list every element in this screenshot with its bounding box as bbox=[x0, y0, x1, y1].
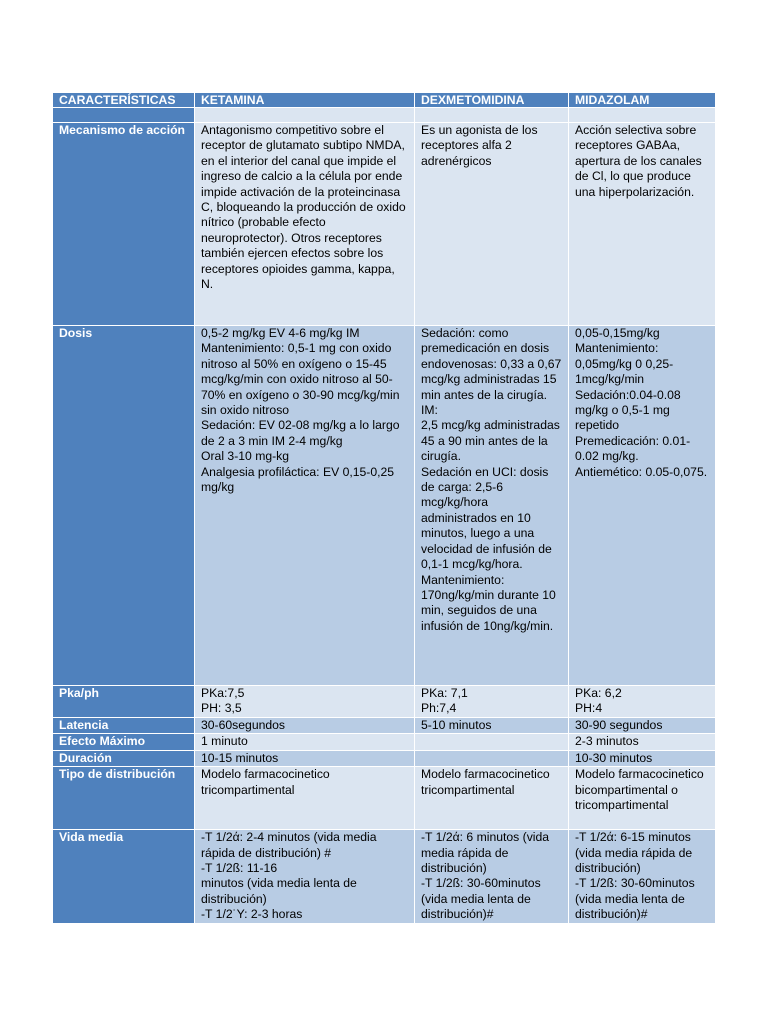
cell-midazolam: Acción selectiva sobre receptores GABAa, apertura de los canales de Cl, lo que produce una hiperpolarización. bbox=[569, 123, 716, 326]
cell-dexmetomidina bbox=[415, 734, 569, 750]
cell-ketamina: Antagonismo competitivo sobre el receptor de glutamato subtipo NMDA, en el interior del canal que impide el ingreso de calcio a la célula por ende impide activación de la proteincinasa C, bloqueando la producción de oxido nítrico (probable efecto neuroprotector). Otros receptores también ejercen efectos sobre los receptores opioides gamma, kappa, N. bbox=[195, 123, 415, 326]
table-row-tipo-distribucion bbox=[53, 767, 716, 830]
row-label: Mecanismo de acción bbox=[53, 123, 195, 326]
cell-midazolam: PKa: 6,2 PH:4 bbox=[569, 686, 716, 718]
cell-ketamina: 10-15 minutos bbox=[195, 750, 415, 766]
row-label: Pka/ph bbox=[53, 686, 195, 718]
cell-midazolam: 10-30 minutos bbox=[569, 750, 716, 766]
cell-dexmetomidina bbox=[415, 108, 569, 123]
row-label: Dosis bbox=[53, 326, 195, 686]
cell-ketamina: 0,5-2 mg/kg EV 4-6 mg/kg IM Mantenimiento: 0,5-1 mg con oxido nitroso al 50% en oxígeno o 15-45 mcg/kg/min con oxido nitroso al 50-70% en oxígeno o 30-90 mcg/kg/min sin oxido nitroso Sedación: EV 02-08 mg/kg a lo largo de 2 a 3 min IM 2-4 mg/kg Oral 3-10 mg-kg Analgesia profiláctica: EV 0,15-0,25 mg/kg bbox=[195, 326, 415, 686]
table-row-vida-media bbox=[53, 830, 716, 924]
table-row-latencia bbox=[53, 718, 716, 734]
cell-dexmetomidina: Es un agonista de los receptores alfa 2 adrenérgicos bbox=[415, 123, 569, 326]
table-row-dosis bbox=[53, 326, 716, 686]
row-label bbox=[53, 108, 195, 123]
header-caracteristicas: CARACTERÍSTICAS bbox=[53, 93, 195, 108]
table-row-duracion bbox=[53, 750, 716, 766]
header-midazolam: MIDAZOLAM bbox=[569, 93, 716, 108]
row-label: Tipo de distribución bbox=[53, 767, 195, 830]
cell-dexmetomidina: Sedación: como premedicación en dosis endovenosas: 0,33 a 0,67 mcg/kg administradas 15 min antes de la cirugía. IM: 2,5 mcg/kg administradas 45 a 90 min antes de la cirugía. Sedación en UCI: dosis de carga: 2,5-6 mcg/kg/hora administrados en 10 minutos, luego a una velocidad de infusión de 0,1-1 mcg/kg/hora. Mantenimiento: 170ng/kg/min durante 10 min, seguidos de una infusión de 10ng/kg/min. bbox=[415, 326, 569, 686]
row-label: Duración bbox=[53, 750, 195, 766]
header-ketamina: KETAMINA bbox=[195, 93, 415, 108]
row-label: Latencia bbox=[53, 718, 195, 734]
cell-midazolam: 2-3 minutos bbox=[569, 734, 716, 750]
cell-ketamina: 1 minuto bbox=[195, 734, 415, 750]
cell-midazolam: Modelo farmacocinetico bicompartimental o tricompartimental bbox=[569, 767, 716, 830]
cell-ketamina: 30-60segundos bbox=[195, 718, 415, 734]
table-row-efecto-maximo bbox=[53, 734, 716, 750]
table-row-pka bbox=[53, 686, 716, 718]
cell-dexmetomidina: PKa: 7,1 Ph:7,4 bbox=[415, 686, 569, 718]
cell-ketamina: Modelo farmacocinetico tricompartimental bbox=[195, 767, 415, 830]
cell-dexmetomidina: -T 1/2ά: 6 minutos (vida media rápida de distribución) -T 1/2ß: 30-60minutos (vida media lenta de distribución)# bbox=[415, 830, 569, 924]
document-page bbox=[52, 92, 711, 924]
cell-midazolam bbox=[569, 108, 716, 123]
cell-dexmetomidina bbox=[415, 750, 569, 766]
table-header-row bbox=[53, 93, 716, 108]
cell-ketamina bbox=[195, 108, 415, 123]
cell-dexmetomidina: Modelo farmacocinetico tricompartimental bbox=[415, 767, 569, 830]
table-row-mecanismo bbox=[53, 123, 716, 326]
cell-dexmetomidina: 5-10 minutos bbox=[415, 718, 569, 734]
row-label: Vida media bbox=[53, 830, 195, 924]
cell-midazolam: -T 1/2ά: 6-15 minutos (vida media rápida de distribución) -T 1/2ß: 30-60minutos (vida media lenta de distribución)# bbox=[569, 830, 716, 924]
cell-midazolam: 30-90 segundos bbox=[569, 718, 716, 734]
row-label: Efecto Máximo bbox=[53, 734, 195, 750]
cell-ketamina: -T 1/2ά: 2-4 minutos (vida media rápida de distribución) # -T 1/2ß: 11-16 minutos (vida media lenta de distribución) -T 1/2˙Y: 2-3 horas bbox=[195, 830, 415, 924]
table-row-spacer bbox=[53, 108, 716, 123]
header-dexmetomidina: DEXMETOMIDINA bbox=[415, 93, 569, 108]
drug-comparison-table bbox=[52, 92, 716, 924]
cell-midazolam: 0,05-0,15mg/kg Mantenimiento: 0,05mg/kg 0 0,25-1mcg/kg/min Sedación:0.04-0.08 mg/kg o 0,5-1 mg repetido Premedicación: 0.01-0.02 mg/kg. Antiemético: 0.05-0,075. bbox=[569, 326, 716, 686]
cell-ketamina: PKa:7,5 PH: 3,5 bbox=[195, 686, 415, 718]
